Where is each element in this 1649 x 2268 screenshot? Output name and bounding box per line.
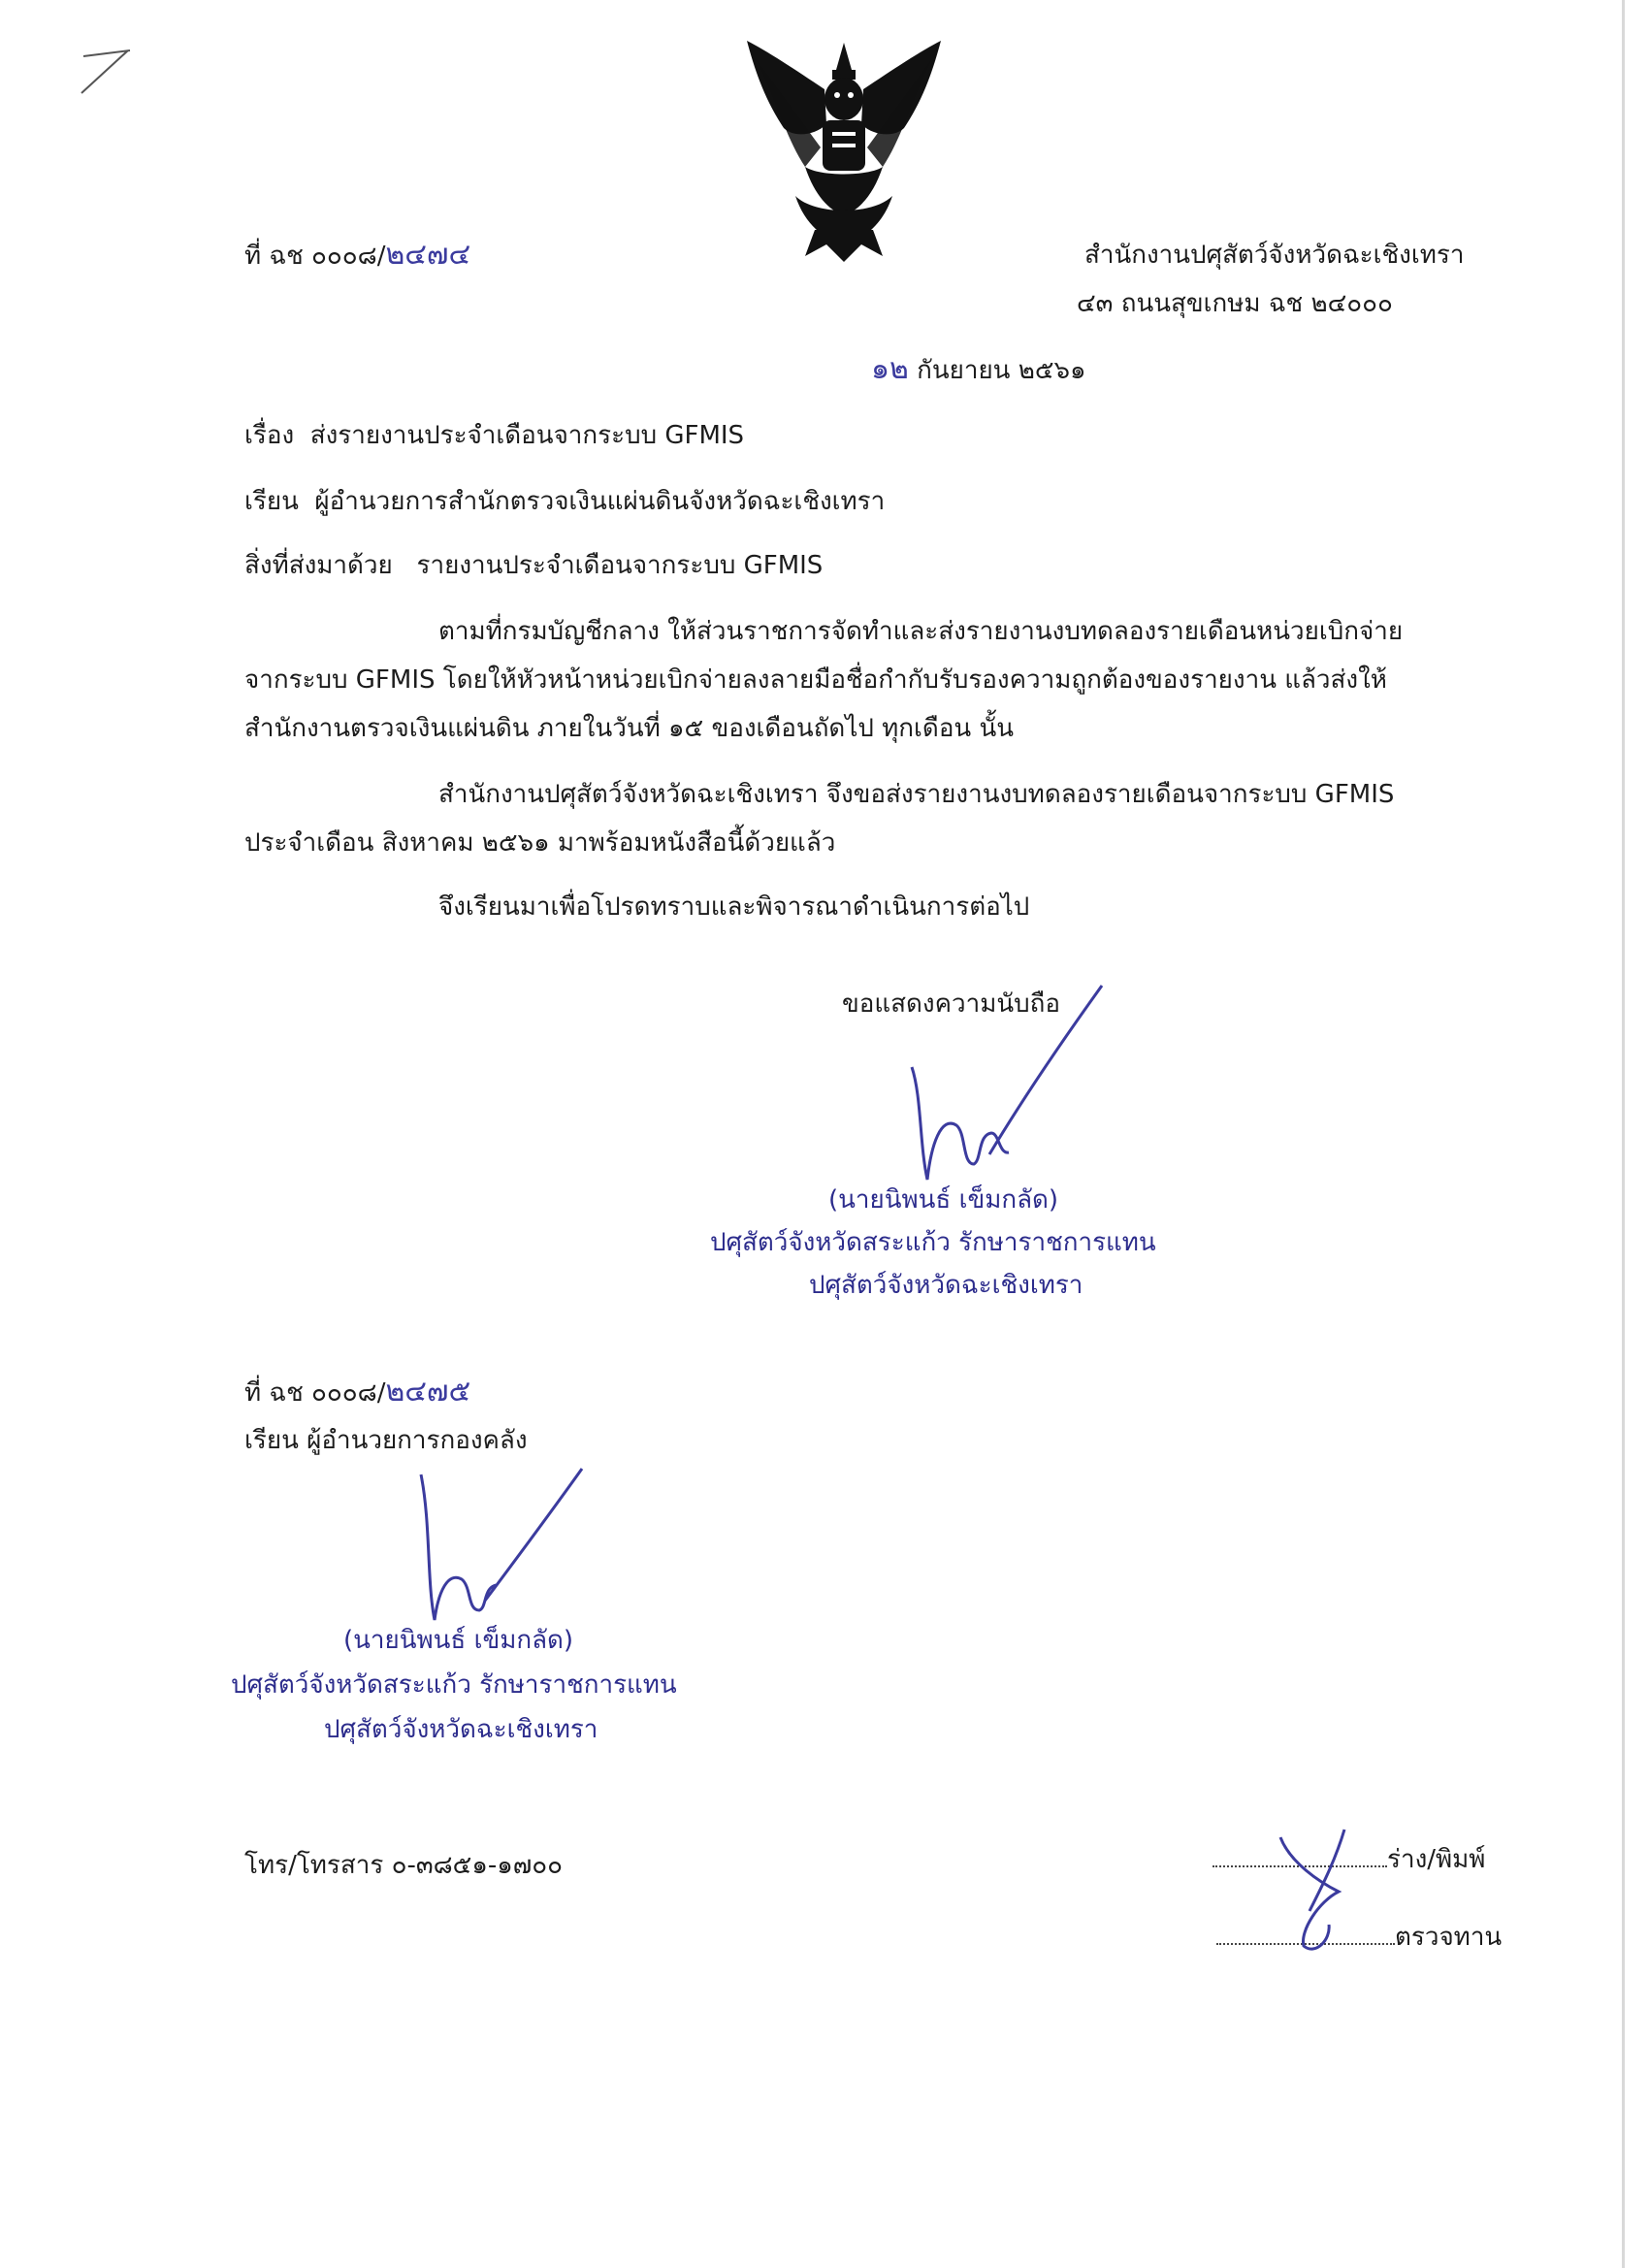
copy-reference-number-handwritten: ๒๔๗๕	[385, 1375, 471, 1409]
copy-reference-number	[244, 1376, 470, 1409]
copy-name: (นายนิพนธ์ เข็มกลัด)	[343, 1626, 574, 1655]
body-paragraph-2-line-1: สำนักงานปศุสัตว์จังหวัดฉะเชิงเทรา จึงขอส่งรายงานงบทดลองรายเดือนจากระบบ GFMIS	[438, 780, 1395, 809]
body-paragraph-1-line-3: สำนักงานตรวจเงินแผ่นดิน ภายในวันที่ ๑๕ ของเดือนถัดไป ทุกเดือน นั้น	[244, 714, 1015, 743]
copy-position-2: ปศุสัตว์จังหวัดฉะเชิงเทรา	[324, 1715, 598, 1744]
closing-name: (นายนิพนธ์ เข็มกลัด)	[828, 1185, 1059, 1215]
reference-number-handwritten: ๒๔๗๔	[385, 238, 471, 272]
recipient-label: เรียน	[244, 487, 299, 516]
reference-prefix: ที่ ฉช ๐๐๐๘/	[244, 242, 386, 271]
reference-number	[244, 239, 470, 273]
subject-label: เรื่อง	[244, 421, 295, 450]
closing-position-1: ปศุสัตว์จังหวัดสระแก้ว รักษาราชการแทน	[710, 1228, 1156, 1257]
date-day-handwritten: ๑๒	[871, 352, 909, 386]
scan-edge	[1622, 0, 1625, 2268]
subject-line	[244, 419, 744, 452]
subject-value: ส่งรายงานประจำเดือนจากระบบ GFMIS	[309, 421, 745, 450]
signature-copy	[388, 1455, 621, 1649]
pen-mark	[0, 0, 155, 116]
body-paragraph-1-line-1: ตามที่กรมบัญชีกลาง ให้ส่วนราชการจัดทำและส่งรายงานงบทดลองรายเดือนหน่วยเบิกจ่าย	[438, 617, 1404, 646]
closing-salutation: ขอแสดงความนับถือ	[842, 989, 1060, 1019]
garuda-emblem-icon	[737, 31, 951, 264]
office-address: ๔๓ ถนนสุขเกษม ฉช ๒๔๐๐๐	[1077, 289, 1393, 318]
copy-position-1: ปศุสัตว์จังหวัดสระแก้ว รักษาราชการแทน	[231, 1670, 677, 1700]
check-label: ตรวจทาน	[1395, 1923, 1503, 1952]
copy-recipient: เรียน ผู้อำนวยการกองคลัง	[244, 1426, 528, 1455]
phone-fax: โทร/โทรสาร ๐-๓๘๕๑-๑๗๐๐	[244, 1851, 564, 1880]
enclosure-line	[244, 549, 823, 582]
letter-date	[871, 353, 1086, 387]
signature-main	[873, 970, 1125, 1203]
body-paragraph-3: จึงเรียนมาเพื่อโปรดทราบและพิจารณาดำเนินการต่อไป	[438, 892, 1030, 922]
body-paragraph-1-line-2: จากระบบ GFMIS โดยให้หัวหน้าหน่วยเบิกจ่ายลงลายมือชื่อกำกับรับรองความถูกต้องของรายงาน แล้วส่งให้	[244, 665, 1387, 695]
initials-mark	[1261, 1824, 1377, 1960]
draft-label: ร่าง/พิมพ์	[1387, 1845, 1486, 1874]
recipient-line	[244, 485, 885, 518]
date-month-year: กันยายน ๒๕๖๑	[917, 356, 1086, 385]
recipient-value: ผู้อำนวยการสำนักตรวจเงินแผ่นดินจังหวัดฉะเชิงเทรา	[314, 487, 886, 516]
office-name: สำนักงานปศุสัตว์จังหวัดฉะเชิงเทรา	[1084, 241, 1465, 270]
enclosure-value: รายงานประจำเดือนจากระบบ GFMIS	[416, 551, 824, 580]
body-paragraph-2-line-2: ประจำเดือน สิงหาคม ๒๕๖๑ มาพร้อมหนังสือนี้ด้วยแล้ว	[244, 828, 836, 858]
closing-position-2: ปศุสัตว์จังหวัดฉะเชิงเทรา	[809, 1271, 1083, 1300]
enclosure-label: สิ่งที่ส่งมาด้วย	[244, 551, 393, 580]
copy-reference-prefix: ที่ ฉช ๐๐๐๘/	[244, 1378, 386, 1408]
